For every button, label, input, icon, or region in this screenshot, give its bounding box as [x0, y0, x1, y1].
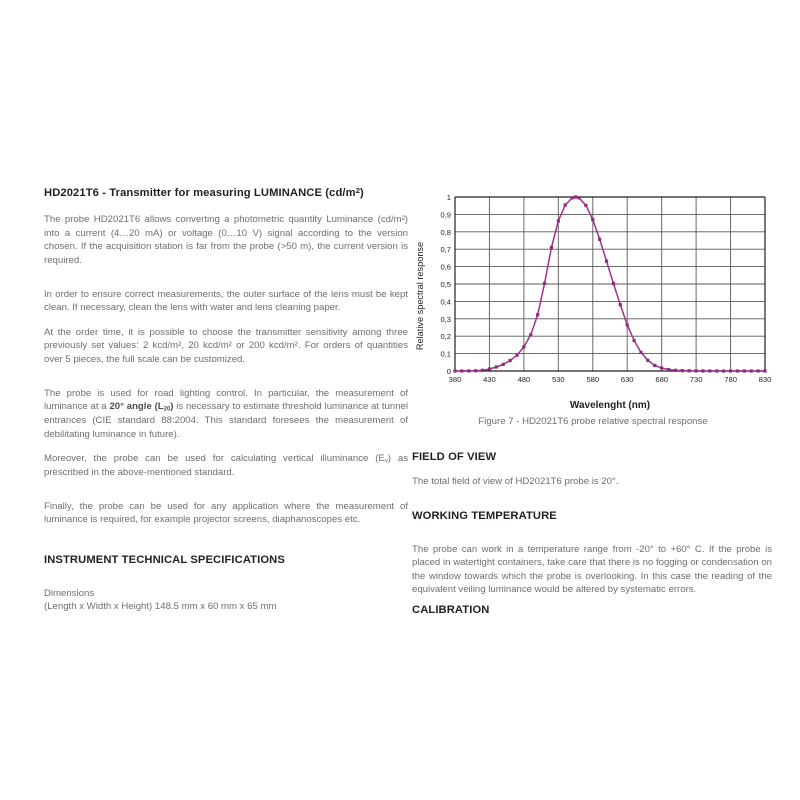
right-column	[412, 450, 772, 626]
chart-data-point	[729, 369, 732, 372]
specs-heading: INSTRUMENT TECHNICAL SPECIFICATIONS	[44, 553, 285, 566]
chart-data-point	[557, 219, 560, 222]
chart-data-point	[653, 364, 656, 367]
svg-text:480: 480	[517, 375, 531, 384]
chart-data-point	[612, 282, 615, 285]
chart-data-point	[502, 363, 505, 366]
chart-data-point	[522, 345, 525, 348]
svg-text:0: 0	[446, 367, 451, 376]
chart-data-point	[543, 282, 546, 285]
working-temperature-heading: WORKING TEMPERATURE	[412, 509, 557, 522]
svg-text:830: 830	[758, 375, 772, 384]
paragraph-spacer	[44, 279, 408, 288]
right-section-spacer	[412, 500, 772, 509]
chart-svg	[412, 186, 774, 431]
road-lighting-text-b: is necessary to estimate threshold luminance at tunnel entrances (CIE standard 88:2004. This standard foresees the measurement of debilitating luminance in future).	[44, 401, 409, 440]
chart-y-tick-labels	[440, 193, 451, 376]
chart-data-point	[708, 369, 711, 372]
svg-text:0,8: 0,8	[440, 227, 451, 237]
clipped-heading-mask	[412, 618, 772, 628]
chart-data-point	[688, 369, 691, 372]
figure-caption: Figure 7 - HD2021T6 probe relative spectral response	[478, 416, 708, 427]
working-temperature-text: The probe can work in a temperature range from -20° to +60° C. If the probe is placed in watertight containers, take care that there is no fogging or condensation on the window towards which the probe is overlooking. In this case the reading of the equivalent veiling luminance would be altered by systematic errors.	[412, 543, 772, 596]
chart-data-point	[467, 369, 470, 372]
svg-text:780: 780	[724, 375, 737, 384]
chart-data-point	[619, 303, 622, 306]
chart-data-point	[598, 238, 601, 241]
chart-data-point	[605, 260, 608, 263]
angle-bold-label	[109, 401, 173, 412]
chart-data-point	[660, 366, 663, 369]
intro-paragraph: The probe HD2021T6 allows converting a photometric quantity Luminance (cd/m²) into a current (4…20 mA) or voltage (0…10 V) signal according to the version chosen. If the acquisition station is far from the probe (>50 m), the current version is required.	[44, 214, 408, 267]
svg-text:0,7: 0,7	[440, 245, 451, 255]
chart-data-point	[743, 369, 746, 372]
svg-text:430: 430	[483, 375, 496, 384]
clipped-section-heading-label: CALIBRATION	[412, 604, 490, 617]
svg-text:0,5: 0,5	[440, 280, 451, 289]
angle-bold-main: 20° angle (L	[109, 401, 164, 413]
chart-horizontal-gridlines	[455, 197, 765, 354]
chart-x-tick-labels	[449, 375, 772, 384]
chart-data-point	[763, 369, 766, 372]
chart-data-point	[515, 354, 518, 357]
chart-data-point	[550, 246, 553, 249]
angle-subscript: 20	[163, 406, 171, 413]
dimensions-value: (Length x Width x Height) 148.5 mm x 60 mm x 65 mm	[44, 601, 277, 613]
chart-data-point	[750, 369, 753, 372]
svg-text:580: 580	[586, 375, 600, 384]
chart-data-point	[577, 196, 580, 199]
road-lighting-paragraph	[44, 387, 408, 442]
chart-data-point	[646, 359, 649, 362]
lens-care-paragraph: In order to ensure correct measurements, the outer surface of the lens must be kept clean. If necessary, clean the lens with water and lens cleaning paper.	[44, 288, 408, 314]
svg-text:0,2: 0,2	[440, 332, 451, 342]
page-title-superscript: 2	[355, 186, 361, 195]
chart-data-point	[460, 369, 463, 372]
chart-data-point	[481, 369, 484, 372]
specs-spacer	[44, 578, 408, 587]
chart-data-point	[757, 369, 760, 372]
page-title-tail: )	[360, 187, 364, 200]
chart-data-point	[564, 203, 567, 206]
chart-data-point	[474, 369, 477, 372]
svg-text:0,6: 0,6	[440, 262, 451, 272]
chart-y-axis-title: Relative spectral response	[415, 241, 425, 351]
chart-data-point	[626, 323, 629, 326]
left-column	[44, 186, 408, 625]
chart-data-point	[674, 369, 677, 372]
chart-data-point	[529, 333, 532, 336]
svg-text:730: 730	[689, 375, 703, 384]
svg-text:1: 1	[446, 193, 451, 202]
chart-data-point	[736, 369, 739, 372]
chart-data-point	[722, 369, 725, 372]
chart-data-point	[667, 368, 670, 371]
page-title	[44, 186, 408, 200]
paragraph-spacer-3	[44, 491, 408, 500]
chart-data-point	[591, 218, 594, 221]
svg-text:530: 530	[551, 375, 565, 384]
clipped-section-heading	[412, 604, 772, 626]
field-of-view-text: The total field of view of HD2021T6 probe is 20°.	[412, 476, 619, 487]
spectral-response-chart	[412, 186, 774, 431]
angle-bold-tail: )	[170, 401, 174, 413]
chart-data-point	[639, 351, 642, 354]
chart-data-point	[701, 369, 704, 372]
working-temp-spacer	[412, 534, 772, 543]
svg-text:680: 680	[655, 375, 669, 384]
illuminance-subscript: v	[384, 458, 388, 465]
chart-x-axis-title: Wavelenght (nm)	[569, 400, 651, 411]
chart-data-point	[715, 369, 718, 372]
vertical-illuminance-paragraph	[44, 452, 408, 479]
chart-data-point	[509, 359, 512, 362]
sensitivity-paragraph: At the order time, it is possible to choose the transmitter sensitivity among three previously set values: 2 kcd/m², 20 kcd/m² or 200 kcd/m². For orders of quantities over 5 pieces, the full scale can be customized.	[44, 326, 408, 366]
chart-data-point	[488, 367, 491, 370]
svg-text:0,3: 0,3	[440, 314, 451, 324]
chart-data-point	[536, 313, 539, 316]
svg-text:0,9: 0,9	[440, 210, 451, 220]
chart-data-point	[633, 339, 636, 342]
applications-paragraph: Finally, the probe can be used for any application where the measurement of luminance is required, for example projector screens, diaphanoscopes etc.	[44, 500, 408, 526]
svg-text:0,4: 0,4	[440, 297, 451, 307]
paragraph-spacer-2	[44, 378, 408, 387]
section-spacer	[44, 538, 408, 553]
chart-data-point	[695, 369, 698, 372]
road-lighting-text-a: The probe is used for road lighting control. In particular, the measurement of luminance at a	[44, 387, 408, 413]
chart-data-point	[574, 195, 577, 198]
vertical-illuminance-text-a: Moreover, the probe can be used for calculating vertical illuminance (E	[44, 453, 385, 465]
vertical-illuminance-text-b: ) as prescribed in the above-mentioned standard.	[44, 453, 408, 478]
dimensions-label: Dimensions	[44, 587, 95, 599]
chart-data-point	[453, 369, 456, 372]
chart-data-point	[495, 365, 498, 368]
chart-data-point	[571, 196, 574, 199]
svg-text:0,1: 0,1	[440, 349, 451, 359]
chart-data-point	[584, 204, 587, 207]
chart-data-point	[681, 369, 684, 372]
page-title-main: HD2021T6 - Transmitter for measuring LUMINANCE (cd/m	[44, 187, 356, 200]
svg-text:630: 630	[620, 375, 634, 384]
svg-text:380: 380	[448, 375, 462, 384]
field-of-view-heading: FIELD OF VIEW	[412, 451, 497, 463]
